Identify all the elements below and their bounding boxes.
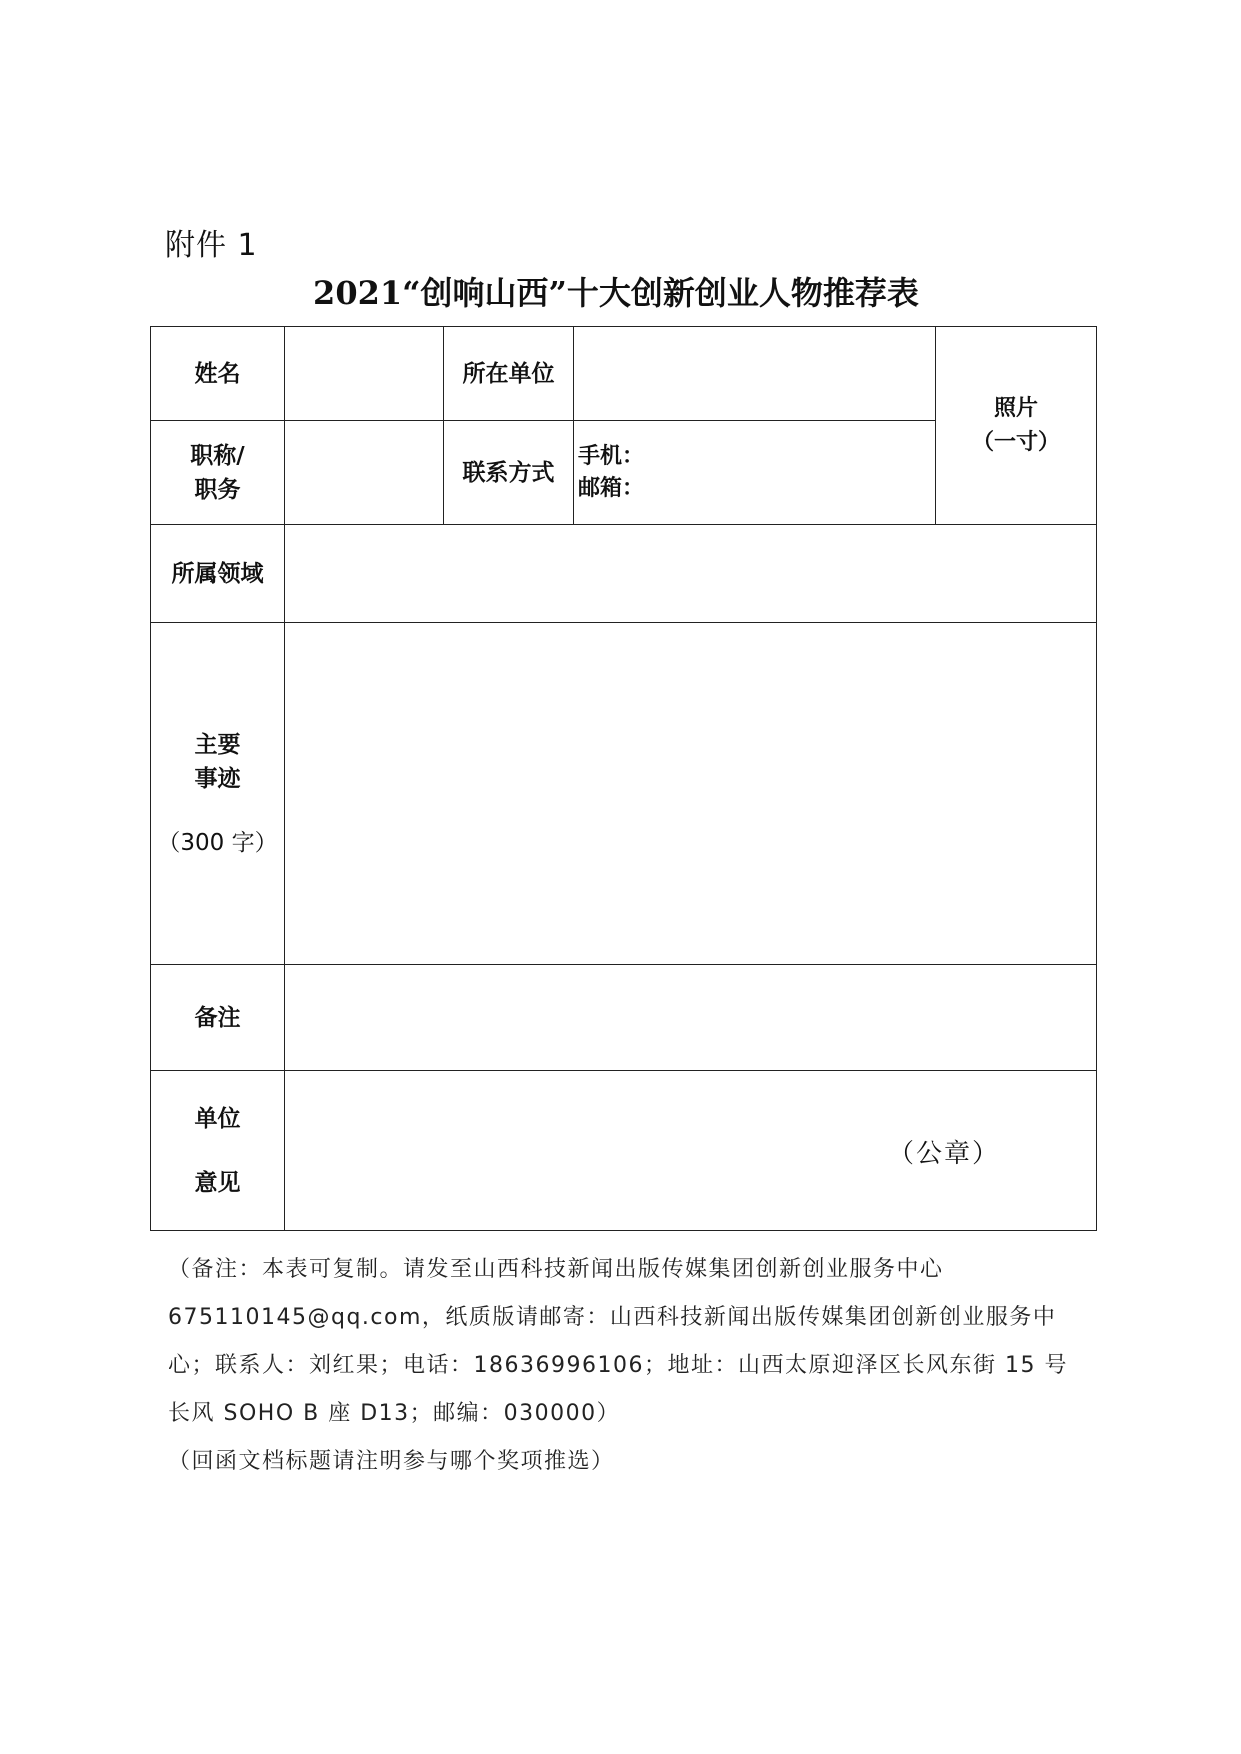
footnote [168, 1246, 1083, 1486]
opinion-label [151, 1071, 285, 1231]
deeds-label [151, 623, 285, 965]
contact-field[interactable] [574, 421, 936, 525]
contact-label: 联系方式 [444, 421, 574, 525]
footnote-paragraph-2: （回函文档标题请注明参与哪个奖项推选） [168, 1449, 615, 1474]
name-field[interactable] [285, 327, 444, 421]
opinion-label-line2: 意见 [194, 1169, 241, 1196]
deeds-label-line2: 事迹 [194, 765, 241, 792]
photo-box[interactable] [936, 327, 1097, 525]
job-title-label-line1: 职称/ [190, 442, 245, 469]
job-title-field[interactable] [285, 421, 444, 525]
field-label: 所属领域 [151, 525, 285, 623]
opinion-label-line1: 单位 [194, 1105, 241, 1132]
field-input[interactable] [285, 525, 1097, 623]
name-label: 姓名 [151, 327, 285, 421]
job-title-label-line2: 职务 [194, 476, 241, 503]
job-title-label [151, 421, 285, 525]
recommendation-form [150, 326, 1097, 1231]
deeds-word-limit: （300 字） [157, 829, 278, 856]
email-label: 邮箱： [578, 475, 645, 501]
remarks-label: 备注 [151, 965, 285, 1071]
photo-size-label: （一寸） [971, 429, 1060, 455]
unit-label: 所在单位 [444, 327, 574, 421]
deeds-input[interactable] [285, 623, 1097, 965]
opinion-input[interactable] [285, 1071, 1097, 1231]
deeds-label-line1: 主要 [194, 731, 241, 758]
remarks-input[interactable] [285, 965, 1097, 1071]
phone-label: 手机： [578, 443, 645, 469]
unit-field[interactable] [574, 327, 936, 421]
photo-label: 照片 [993, 395, 1038, 421]
attachment-label: 附件 1 [165, 228, 258, 263]
seal-label: （公章） [887, 1139, 1000, 1169]
page-title: 2021“创响山西”十大创新创业人物推荐表 [313, 274, 919, 312]
footnote-paragraph-1: （备注：本表可复制。请发至山西科技新闻出版传媒集团创新创业服务中心675110145@qq.com，纸质版请邮寄：山西科技新闻出版传媒集团创新创业服务中心；联系人：刘红果；电话：18636996106；地址：山西太原迎泽区长风东街 15 号长风 SOHO B 座 D13；邮编：030000） [168, 1257, 1068, 1426]
